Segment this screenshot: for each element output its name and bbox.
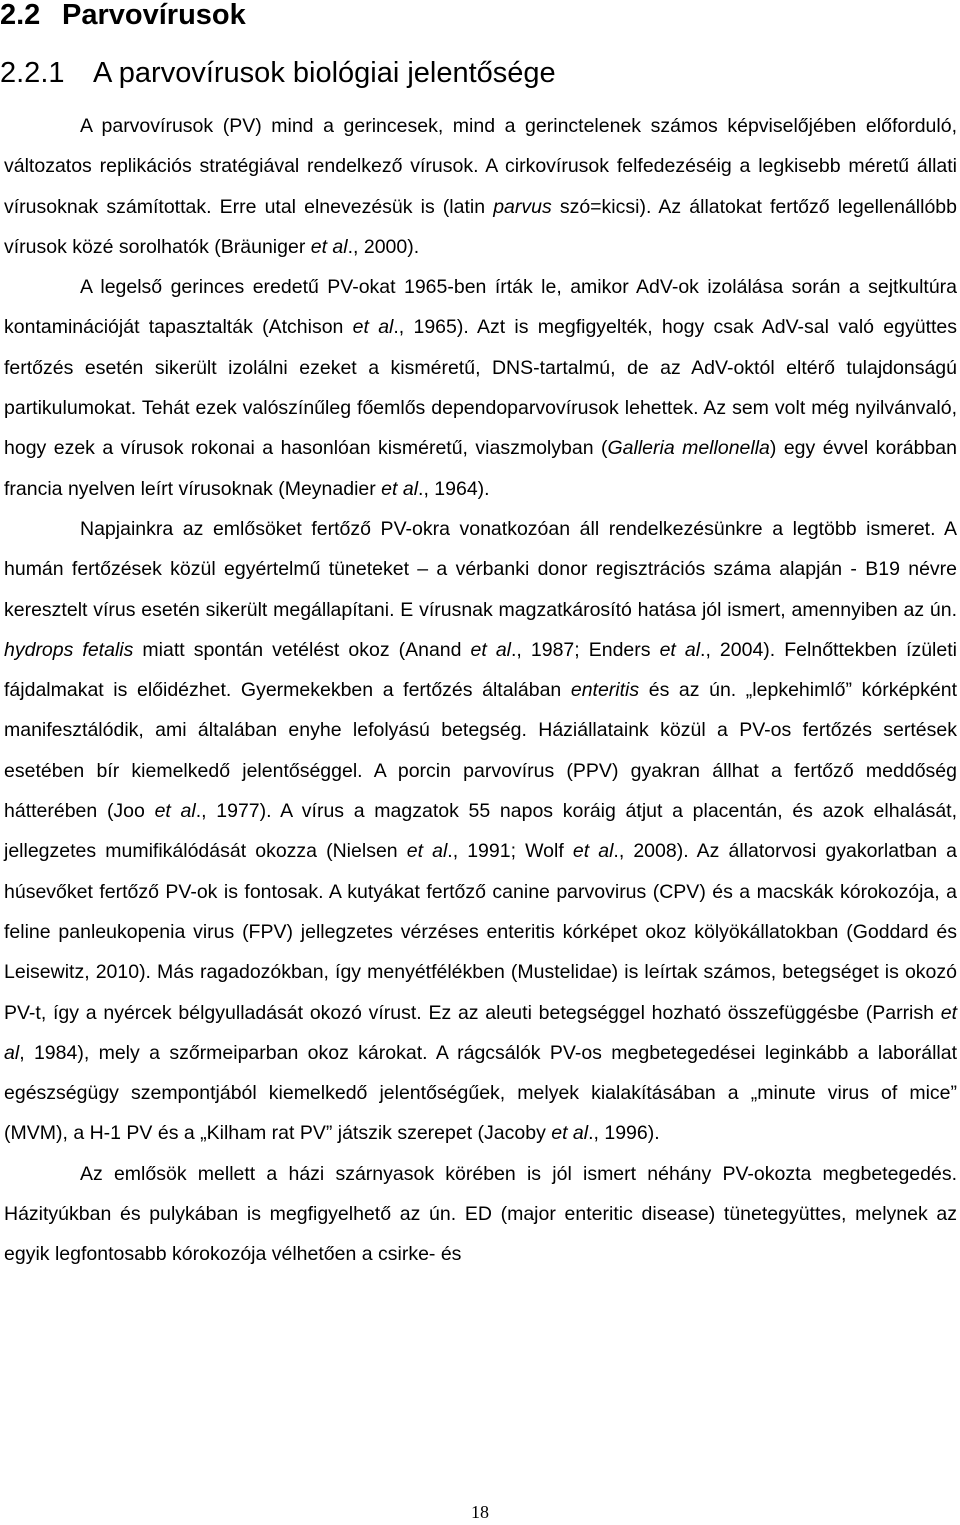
section-heading [0, 0, 246, 32]
text-run: ., 1987; Enders [511, 638, 660, 661]
subsection-title: A parvovírusok biológiai jelentősége [93, 57, 556, 89]
italic-text: et al [352, 316, 394, 339]
italic-text: et al [154, 800, 196, 823]
text-run: ., 1965). Azt is megfigyelték, hogy csak AdV-sal való együttes fertőzés esetén sikerült izolálni ezeket a kisméretű, DNS-tartalmú, de az AdV-októl eltérő tulajdonságú partikulumokat. Tehát ezek valószínűleg főemlős dependoparvovírusok lehettek. Az sem volt még nyilvánvaló, hogy ezek a vírusok rokonai a hasonlóan kisméretű, viaszmolyban ( [4, 316, 958, 460]
text-run: és az ún. „lepkehimlő” kórképként manifesztálódik, ami általában enyhe lefolyású betegség. Háziállataink közül a PV-os fertőzés sertések esetében bír kiemelkedő jelentőséggel. A porcin parvovírus (PPV) gyakran állhat a fertőző meddőség hátterében (Joo [4, 679, 957, 823]
section-number: 2.2 [0, 0, 41, 31]
text-run: ) egy évvel korábban francia nyelven leírt vírusoknak (Meynadier [4, 437, 957, 500]
text-run: ., 2000). [347, 235, 420, 258]
italic-text: enteritis [570, 679, 640, 702]
italic-text: et al [406, 840, 448, 863]
paragraph [4, 267, 957, 509]
text-run: ., 1977). A vírus a magzatok 55 napos koráig átjut a placentán, és azok elhalását, jellegzetes mumifikálódását okozza (Nielsen [4, 800, 957, 863]
text-run: miatt spontán vetélést okoz (Anand [133, 638, 471, 661]
text-run: A parvovírusok (PV) mind a gerincesek, mind a gerinctelenek számos képviselőjében előforduló, változatos replikációs stratégiával rendelkező vírusok. A cirkovírusok felfedezéséig a legkisebb méretű állati vírusoknak számítottak. Erre utal elnevezésük is (latin [4, 115, 957, 218]
body-text [4, 106, 957, 1275]
italic-text: parvus [493, 195, 552, 218]
page-number: 18 [471, 1502, 489, 1522]
text-run: ., 1991; Wolf [447, 840, 573, 863]
subsection-number: 2.2.1 [0, 57, 65, 89]
italic-text: et al [572, 840, 614, 863]
italic-text: et al [470, 638, 512, 661]
paragraph [4, 106, 957, 267]
text-run: ., 1964). [418, 477, 490, 500]
text-run: Az emlősök mellett a házi szárnyasok körében is jól ismert néhány PV-okozta megbetegedés. Házityúkban és pulykában is megfigyelhető az ún. ED (major enteritic disease) tünetegyüttes, melynek az egyik legfontosabb kórokozója vélhetően a csirke- és [4, 1162, 957, 1266]
italic-text: et al [551, 1122, 589, 1145]
italic-text: et al [381, 477, 419, 500]
italic-text: et al [659, 638, 701, 661]
text-run: ., 2008). Az állatorvosi gyakorlatban a húsevőket fertőző PV-ok is fontosak. A kutyákat fertőző canine parvovirus (CPV) és a macskák kórokozója, a feline panleukopenia virus (FPV) jellegzetes vérzéses enteritis kórképet okoz kölyökállatokban (Goddard és Leisewitz, 2010). Más ragadozókban, így menyétfélékben (Mustelidae) is leírtak számos, betegséget is okozó PV-t, így a nyércek bélgyulladását okozó vírust. Ez az aleuti betegséggel hozható összefüggésbe (Parrish [4, 840, 957, 1024]
italic-text: hydrops fetalis [4, 638, 134, 661]
section-title: Parvovírusok [62, 0, 246, 31]
text-run: A legelső gerinces eredetű PV-okat 1965-ben írták le, amikor AdV-ok izolálása során a sejtkultúra kontaminációját tapasztalták (Atchison [4, 276, 957, 339]
text-run: ., 1996). [588, 1122, 660, 1145]
subsection-heading [0, 54, 556, 92]
text-run: szó=kicsi). Az állatokat fertőző legellenállóbb vírusok közé sorolhatók (Bräuniger [4, 195, 957, 258]
text-run: ., 2004). Felnőttekben ízületi fájdalmakat is előidézhet. Gyermekekben a fertőzés általában [4, 638, 957, 702]
text-run: , 1984), mely a szőrmeiparban okoz károkat. A rágcsálók PV-os megbetegedései leginkább a laborállat egészségügy szempontjából kiemelkedő jelentőségűek, melyek kialakításában a „minute virus of mice” (MVM), a H-1 PV és a „Kilham rat PV” játszik szerepet (Jacoby [4, 1041, 957, 1145]
paragraph [4, 509, 957, 1154]
italic-text: Galleria mellonella [607, 437, 770, 460]
text-run: Napjainkra az emlősöket fertőző PV-okra vonatkozóan áll rendelkezésünkre a legtöbb ismeret. A humán fertőzések közül egyértelmű tüneteket – a vérbanki donor regisztrációs száma alapján - B19 névre keresztelt vírus esetén sikerült megállapítani. E vírusnak magzatkárosító hatása jól ismert, amennyiben az ún. [4, 517, 957, 621]
paragraph [4, 1154, 957, 1275]
italic-text: et al [4, 1001, 957, 1064]
italic-text: et al [310, 235, 348, 258]
